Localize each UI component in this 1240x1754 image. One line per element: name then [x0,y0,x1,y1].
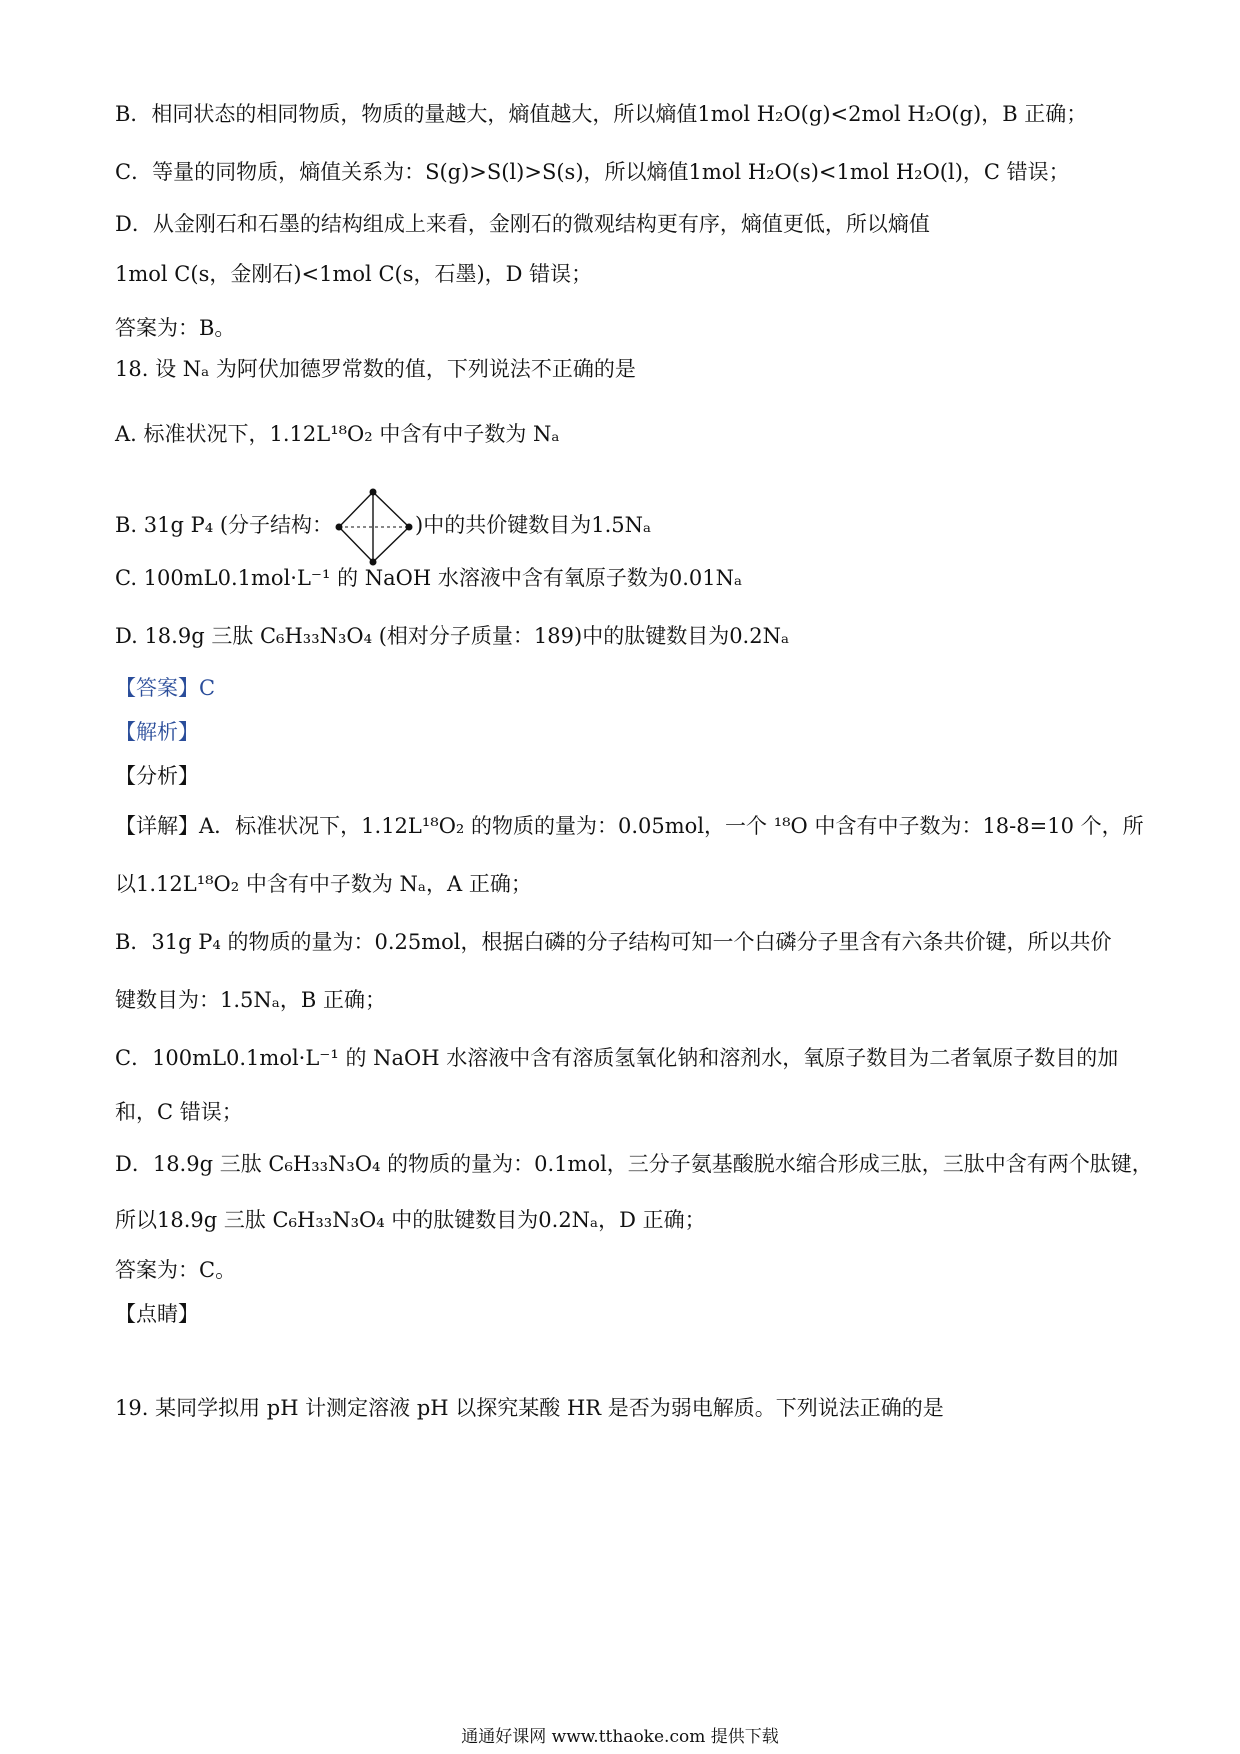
solution-line-c: C．等量的同物质，熵值关系为：S(g)>S(l)>S(s)，所以熵值1mol H₂O(s)<1mol H₂O(l)，C 错误； [115,160,1070,184]
detail-line-4: 键数目为：1.5Nₐ，B 正确； [115,988,386,1012]
analysis-label: 【解析】 [115,720,199,744]
answer-line-17: 答案为：B。 [115,316,236,340]
detail-line-8: 所以18.9g 三肽 C₆H₃₃N₃O₄ 中的肽键数目为0.2Nₐ，D 正确； [115,1208,706,1232]
option-18b-pre: B. 31g P₄ (分子结构： [115,513,334,537]
option-18b-post: )中的共价键数目为1.5Nₐ [415,513,652,537]
option-18d: D. 18.9g 三肽 C₆H₃₃N₃O₄ (相对分子质量：189)中的肽键数目为0.2Nₐ [115,624,790,648]
fenxi-label: 【分析】 [115,764,199,788]
detail-line-6: 和，C 错误； [115,1100,243,1124]
option-18a: A. 标准状况下，1.12L¹⁸O₂ 中含有中子数为 Nₐ [115,422,560,446]
detail-line-2: 以1.12L¹⁸O₂ 中含有中子数为 Nₐ，A 正确； [115,872,532,896]
solution-line-b: B．相同状态的相同物质，物质的量越大，熵值越大，所以熵值1mol H₂O(g)<2mol H₂O(g)，B 正确； [115,102,1088,126]
question-19: 19. 某同学拟用 pH 计测定溶液 pH 以探究某酸 HR 是否为弱电解质。下列说法正确的是 [115,1396,944,1420]
solution-line-d-cont: 1mol C(s，金刚石)<1mol C(s，石墨)，D 错误； [115,262,593,286]
solution-line-d: D．从金刚石和石墨的结构组成上来看，金刚石的微观结构更有序，熵值更低，所以熵值 [115,212,930,236]
detail-line-1: 【详解】A．标准状况下，1.12L¹⁸O₂ 的物质的量为：0.05mol，一个 ¹⁸O 中含有中子数为：18-8=10 个，所 [115,814,1144,838]
detail-line-7: D．18.9g 三肽 C₆H₃₃N₃O₄ 的物质的量为：0.1mol，三分子氨基酸脱水缩合形成三肽，三肽中含有两个肽键， [115,1152,1153,1176]
dianjing-label: 【点睛】 [115,1302,199,1326]
option-18c: C. 100mL0.1mol·L⁻¹ 的 NaOH 水溶液中含有氧原子数为0.01Nₐ [115,566,743,590]
question-18: 18. 设 Nₐ 为阿伏加德罗常数的值，下列说法不正确的是 [115,357,636,381]
answer-label: 【答案】C [115,676,216,700]
detail-line-3: B．31g P₄ 的物质的量为：0.25mol，根据白磷的分子结构可知一个白磷分子里含有六条共价键，所以共价 [115,930,1112,954]
p4-tetrahedron-icon [333,488,415,566]
option-18b [115,486,1140,566]
detail-line-5: C．100mL0.1mol·L⁻¹ 的 NaOH 水溶液中含有溶质氢氧化钠和溶剂水，氧原子数目为二者氧原子数目的加 [115,1046,1119,1070]
page-footer: 通通好课网 www.tthaoke.com 提供下载 [461,1727,779,1747]
detail-line-9: 答案为：C。 [115,1258,237,1282]
